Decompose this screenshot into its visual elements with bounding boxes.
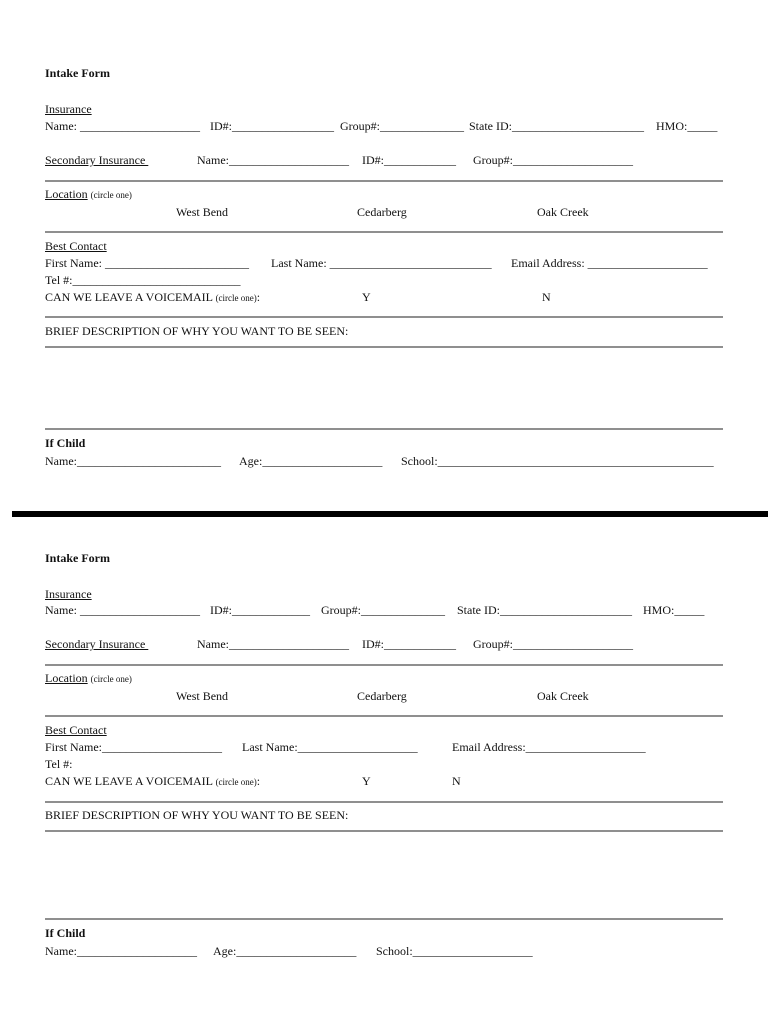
- voicemail-question: [45, 774, 260, 789]
- email-field[interactable]: Email Address: ____________________: [511, 256, 708, 270]
- circle-one-note: (circle one): [215, 777, 257, 787]
- insurance-hmo-field[interactable]: HMO:_____: [643, 603, 705, 617]
- section-rule: [45, 316, 723, 318]
- last-name-field[interactable]: Last Name: ___________________________: [271, 256, 492, 270]
- section-rule: [45, 918, 723, 920]
- form-title: Intake Form: [45, 66, 110, 80]
- insurance-state-id-field[interactable]: State ID:______________________: [457, 603, 632, 617]
- section-rule: [45, 801, 723, 803]
- section-rule: [45, 715, 723, 717]
- description-label: BRIEF DESCRIPTION OF WHY YOU WANT TO BE SEEN:: [45, 808, 349, 822]
- form-title: Intake Form: [45, 551, 110, 565]
- secondary-id-field[interactable]: ID#:____________: [362, 153, 456, 167]
- voicemail-no-option[interactable]: N: [542, 290, 551, 304]
- first-name-field[interactable]: First Name: ________________________: [45, 256, 249, 270]
- secondary-group-field[interactable]: Group#:____________________: [473, 153, 633, 167]
- section-rule: [45, 830, 723, 832]
- circle-one-note: (circle one): [215, 293, 257, 303]
- secondary-name-field[interactable]: Name:____________________: [197, 153, 349, 167]
- secondary-id-field[interactable]: ID#:____________: [362, 637, 456, 651]
- location-heading: [45, 187, 132, 202]
- secondary-insurance-heading: Secondary Insurance: [45, 153, 149, 167]
- insurance-state-id-field[interactable]: State ID:______________________: [469, 119, 644, 133]
- voicemail-question: [45, 290, 260, 305]
- child-school-field[interactable]: School:______________________________________________: [401, 454, 714, 468]
- if-child-heading: If Child: [45, 436, 86, 450]
- insurance-hmo-field[interactable]: HMO:_____: [656, 119, 718, 133]
- insurance-group-field[interactable]: Group#:______________: [340, 119, 464, 133]
- insurance-id-field[interactable]: ID#:_________________: [210, 119, 334, 133]
- voicemail-label: CAN WE LEAVE A VOICEMAIL: [45, 774, 213, 788]
- insurance-id-field[interactable]: ID#:_____________: [210, 603, 310, 617]
- best-contact-heading: Best Contact: [45, 723, 107, 737]
- location-option-west-bend[interactable]: West Bend: [176, 205, 229, 219]
- circle-one-note: (circle one): [90, 190, 132, 200]
- location-label: Location: [45, 187, 88, 201]
- child-school-field[interactable]: School:____________________: [376, 944, 533, 958]
- last-name-field[interactable]: Last Name:____________________: [242, 740, 418, 754]
- voicemail-label: CAN WE LEAVE A VOICEMAIL: [45, 290, 213, 304]
- section-rule: [45, 180, 723, 182]
- email-field[interactable]: Email Address:____________________: [452, 740, 646, 754]
- insurance-group-field[interactable]: Group#:______________: [321, 603, 445, 617]
- voicemail-colon: :: [256, 290, 261, 304]
- voicemail-yes-option[interactable]: Y: [362, 290, 371, 304]
- location-option-west-bend[interactable]: West Bend: [176, 689, 229, 703]
- if-child-heading: If Child: [45, 926, 86, 940]
- circle-one-note: (circle one): [90, 674, 132, 684]
- child-age-field[interactable]: Age:____________________: [239, 454, 383, 468]
- tel-field[interactable]: Tel #:: [45, 757, 73, 771]
- location-option-oak-creek[interactable]: Oak Creek: [537, 205, 589, 219]
- insurance-heading: Insurance: [45, 587, 92, 601]
- child-name-field[interactable]: Name:________________________: [45, 454, 221, 468]
- description-area[interactable]: [45, 350, 723, 426]
- section-rule: [45, 664, 723, 666]
- voicemail-yes-option[interactable]: Y: [362, 774, 371, 788]
- secondary-name-field[interactable]: Name:____________________: [197, 637, 349, 651]
- location-heading: [45, 671, 132, 686]
- page-divider: [12, 511, 768, 517]
- secondary-group-field[interactable]: Group#:____________________: [473, 637, 633, 651]
- insurance-name-field[interactable]: Name: ____________________: [45, 119, 200, 133]
- insurance-name-field[interactable]: Name: ____________________: [45, 603, 200, 617]
- insurance-heading: Insurance: [45, 102, 92, 116]
- secondary-insurance-heading: Secondary Insurance: [45, 637, 149, 651]
- location-option-cedarberg[interactable]: Cedarberg: [357, 689, 407, 703]
- best-contact-heading: Best Contact: [45, 239, 107, 253]
- first-name-field[interactable]: First Name:____________________: [45, 740, 222, 754]
- location-option-cedarberg[interactable]: Cedarberg: [357, 205, 407, 219]
- location-option-oak-creek[interactable]: Oak Creek: [537, 689, 589, 703]
- voicemail-colon: :: [256, 774, 261, 788]
- section-rule: [45, 428, 723, 430]
- section-rule: [45, 346, 723, 348]
- section-rule: [45, 231, 723, 233]
- voicemail-no-option[interactable]: N: [452, 774, 461, 788]
- child-age-field[interactable]: Age:____________________: [213, 944, 357, 958]
- location-label: Location: [45, 671, 88, 685]
- tel-field[interactable]: Tel #:____________________________: [45, 273, 241, 287]
- description-area[interactable]: [45, 834, 723, 916]
- child-name-field[interactable]: Name:____________________: [45, 944, 197, 958]
- description-label: BRIEF DESCRIPTION OF WHY YOU WANT TO BE SEEN:: [45, 324, 349, 338]
